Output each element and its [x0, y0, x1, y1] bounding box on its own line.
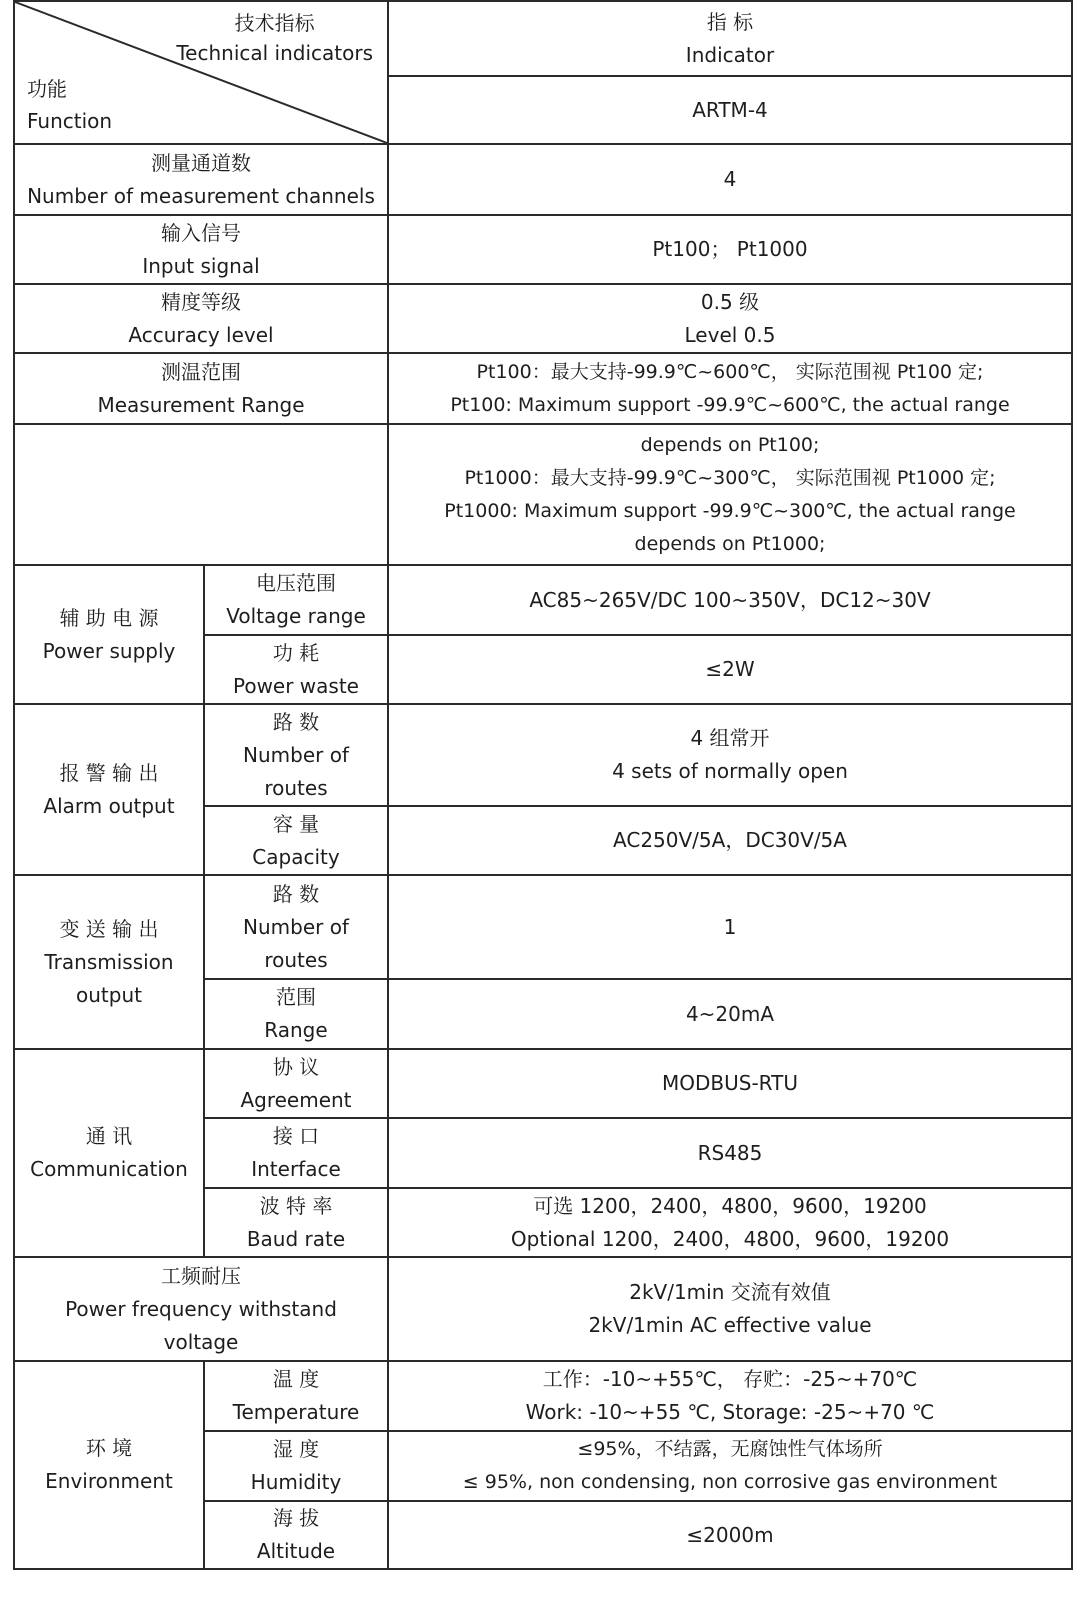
power-cn: 辅 助 电 源 [59, 605, 159, 630]
capacity-en: Capacity [252, 844, 340, 869]
baud-value-cn: 可选 1200，2400，4800，9600，19200 [533, 1193, 927, 1218]
withstand-label [14, 1257, 388, 1361]
withstand-value [388, 1257, 1072, 1361]
voltage-en: Voltage range [226, 604, 366, 628]
communication-label [14, 1049, 204, 1257]
baud-cn: 波 特 率 [259, 1193, 333, 1218]
transmission-range-cn: 范围 [276, 985, 316, 1009]
channels-label [14, 144, 388, 215]
input-en: Input signal [142, 253, 260, 278]
channels-cn: 测量通道数 [151, 150, 251, 175]
withstand-en-1: Power frequency withstand [65, 1296, 337, 1321]
channels-en: Number of measurement channels [27, 183, 375, 208]
baud-label [204, 1188, 388, 1257]
baud-value-en: Optional 1200，2400，4800，9600，19200 [510, 1226, 950, 1251]
agreement-label [204, 1049, 388, 1118]
range-en: Measurement Range [97, 392, 305, 417]
transmission-en-1: Transmission [44, 949, 174, 974]
power-label [14, 565, 204, 704]
indicator-heading [388, 1, 1072, 76]
input-cn: 输入信号 [161, 220, 241, 245]
input-label [14, 215, 388, 284]
range-label [14, 353, 388, 424]
environment-label [14, 1361, 204, 1569]
communication-en: Communication [30, 1157, 188, 1181]
temperature-value-en: Work: -10~+55 ℃, Storage: -25~+70 ℃ [525, 1400, 935, 1424]
range-value-top [388, 353, 1072, 424]
interface-en: Interface [251, 1157, 341, 1181]
waste-en: Power waste [232, 673, 359, 698]
alarm-en: Alarm output [43, 793, 175, 818]
alarm-routes-value-en: 4 sets of normally open [612, 759, 848, 783]
withstand-value-en: 2kV/1min AC effective value [588, 1313, 872, 1337]
accuracy-value-en: Level 0.5 [684, 322, 776, 347]
alarm-routes-en-1: Number of [243, 742, 349, 767]
temperature-cn: 温 度 [272, 1367, 320, 1391]
alarm-routes-value-cn: 4 组常开 [690, 726, 770, 750]
spec-sheet [13, 0, 1071, 1609]
function-heading [27, 73, 112, 137]
range-empty-cell [14, 424, 388, 565]
transmission-routes-en-2: routes [264, 947, 328, 972]
humidity-en: Humidity [250, 1470, 342, 1494]
transmission-range-value: 4~20mA [388, 979, 1072, 1049]
transmission-routes-label [204, 875, 388, 979]
withstand-value-cn: 2kV/1min 交流有效值 [629, 1280, 831, 1304]
range-value-bottom [388, 424, 1072, 565]
voltage-cn: 电压范围 [256, 571, 336, 595]
range-line-3: depends on Pt100; [640, 433, 820, 456]
baud-value [388, 1188, 1072, 1257]
accuracy-en: Accuracy level [128, 322, 274, 347]
agreement-en: Agreement [240, 1087, 352, 1112]
humidity-label [204, 1431, 388, 1501]
indicator-en: Indicator [685, 42, 775, 67]
environment-en: Environment [45, 1469, 173, 1493]
model-cell: ARTM-4 [388, 76, 1072, 144]
range-line-6: depends on Pt1000; [634, 532, 826, 555]
accuracy-value [388, 284, 1072, 353]
range-line-5: Pt1000: Maximum support -99.9℃~300℃, the actual range [444, 499, 1016, 522]
capacity-label [204, 806, 388, 875]
accuracy-label [14, 284, 388, 353]
waste-label [204, 635, 388, 704]
humidity-value-cn: ≤95%，不结露，无腐蚀性气体场所 [577, 1438, 883, 1460]
alarm-label [14, 704, 204, 875]
humidity-cn: 湿 度 [272, 1437, 320, 1461]
transmission-routes-cn: 路 数 [272, 881, 320, 906]
altitude-label [204, 1501, 388, 1569]
temperature-en: Temperature [232, 1400, 360, 1424]
communication-cn: 通 讯 [85, 1124, 133, 1148]
transmission-cn: 变 送 输 出 [59, 916, 159, 941]
input-value: Pt100； Pt1000 [388, 215, 1072, 284]
accuracy-value-cn: 0.5 级 [700, 289, 760, 314]
altitude-en: Altitude [256, 1539, 336, 1563]
transmission-range-en: Range [264, 1018, 328, 1042]
range-cn: 测温范围 [161, 359, 241, 384]
interface-value: RS485 [388, 1118, 1072, 1188]
withstand-en-2: voltage [163, 1329, 239, 1354]
voltage-value: AC85~265V/DC 100~350V，DC12~30V [388, 565, 1072, 635]
alarm-routes-label [204, 704, 388, 806]
alarm-routes-cn: 路 数 [272, 709, 320, 734]
humidity-value [388, 1431, 1072, 1501]
capacity-cn: 容 量 [272, 811, 320, 836]
capacity-value: AC250V/5A，DC30V/5A [388, 806, 1072, 875]
waste-value: ≤2W [388, 635, 1072, 704]
alarm-routes-en-2: routes [264, 775, 328, 800]
agreement-value: MODBUS-RTU [388, 1049, 1072, 1118]
environment-cn: 环 境 [85, 1436, 133, 1460]
waste-cn: 功 耗 [272, 640, 320, 665]
accuracy-cn: 精度等级 [161, 289, 241, 314]
humidity-value-en: ≤ 95%, non condensing, non corrosive gas environment [462, 1471, 998, 1493]
header-diagonal-cell [14, 1, 388, 144]
altitude-cn: 海 拔 [272, 1506, 320, 1530]
spec-table [13, 0, 1073, 1570]
altitude-value: ≤2000m [388, 1501, 1072, 1569]
interface-cn: 接 口 [272, 1124, 320, 1148]
function-en: Function [27, 109, 113, 133]
transmission-en-2: output [76, 982, 142, 1007]
transmission-range-label [204, 979, 388, 1049]
range-line-2: Pt100: Maximum support -99.9℃~600℃, the actual range [450, 393, 1010, 416]
function-cn: 功能 [27, 77, 67, 101]
channels-value: 4 [388, 144, 1072, 215]
transmission-routes-value: 1 [388, 875, 1072, 979]
temperature-label [204, 1361, 388, 1431]
temperature-value [388, 1361, 1072, 1431]
alarm-cn: 报 警 输 出 [59, 760, 159, 785]
voltage-label [204, 565, 388, 635]
power-en: Power supply [42, 638, 176, 663]
temperature-value-cn: 工作：-10~+55℃， 存贮：-25~+70℃ [542, 1367, 918, 1391]
indicators-cn: 技术指标 [234, 11, 315, 35]
range-line-1: Pt100：最大支持-99.9℃~600℃， 实际范围视 Pt100 定; [476, 360, 984, 383]
interface-label [204, 1118, 388, 1188]
indicators-en: Technical indicators [176, 41, 373, 65]
baud-en: Baud rate [246, 1226, 346, 1251]
transmission-label [14, 875, 204, 1049]
range-line-4: Pt1000：最大支持-99.9℃~300℃， 实际范围视 Pt1000 定; [464, 466, 996, 489]
indicator-cn: 指 标 [706, 9, 754, 34]
withstand-cn: 工频耐压 [161, 1263, 241, 1288]
technical-indicators-heading [176, 8, 373, 68]
transmission-routes-en-1: Number of [243, 914, 349, 939]
agreement-cn: 协 议 [272, 1054, 320, 1079]
alarm-routes-value [388, 704, 1072, 806]
